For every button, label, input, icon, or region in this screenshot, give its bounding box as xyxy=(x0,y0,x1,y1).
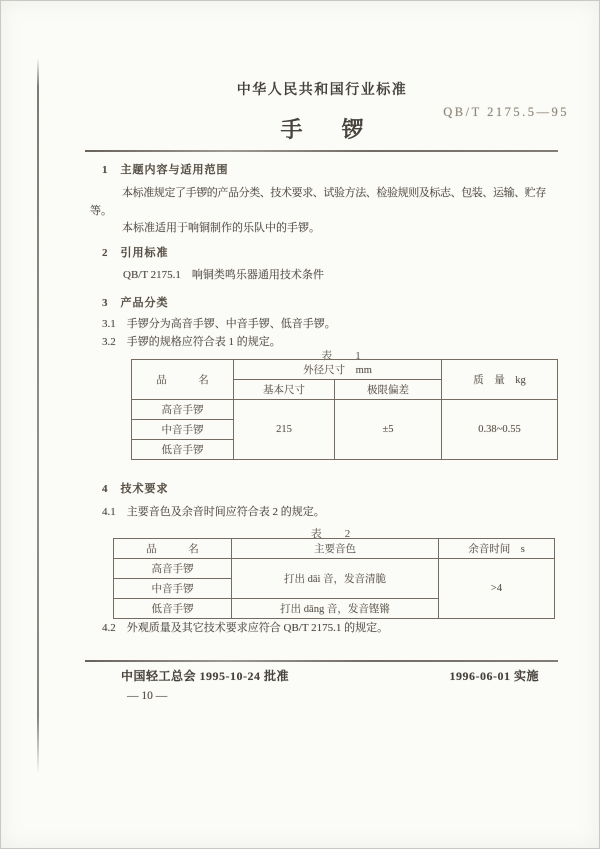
table-1-specifications xyxy=(131,359,558,460)
header-divider-rule xyxy=(85,150,558,152)
table-1-product-high: 高音手锣 xyxy=(132,400,234,420)
table-1-caption: 表 1 xyxy=(321,350,367,362)
table-2-caption: 表 2 xyxy=(310,528,357,540)
clause-3-2: 3.2 手锣的规格应符合表 1 的规定。 xyxy=(102,336,281,348)
table-2-product-mid: 中音手锣 xyxy=(114,579,232,599)
scan-edge-shadow xyxy=(37,58,39,774)
table-2-header-product: 品 名 xyxy=(114,539,232,559)
referenced-standard: QB/T 2175.1 响铜类鸣乐器通用技术条件 xyxy=(123,269,324,281)
table-2-product-low: 低音手锣 xyxy=(114,599,232,619)
table-2-header-timbre: 主要音色 xyxy=(232,539,439,559)
table-row xyxy=(132,360,558,380)
document-title xyxy=(89,113,555,144)
table-1-basic-size-value: 215 xyxy=(234,400,335,460)
table-1-header-outer-diameter: 外径尺寸 mm xyxy=(234,360,442,380)
approval-line: 中国轻工总会 1995-10-24 批准 xyxy=(121,669,289,683)
section-1-heading: 1 主题内容与适用范围 xyxy=(102,164,229,176)
table-row xyxy=(114,539,555,559)
table-1-tolerance-value: ±5 xyxy=(335,400,442,460)
table-1-header-product: 品 名 xyxy=(132,360,234,400)
table-1-header-tolerance: 极限偏差 xyxy=(335,380,442,400)
clause-4-1: 4.1 主要音色及余音时间应符合表 2 的规定。 xyxy=(102,506,325,518)
standard-org-label: 中华人民共和国行业标准 xyxy=(236,83,408,98)
section-1-paragraph-line-1: 本标准规定了手锣的产品分类、技术要求、试验方法、检验规则及标志、包装、运输、贮存 xyxy=(122,187,546,199)
table-2-decay-value: >4 xyxy=(439,559,555,619)
table-2-timbre-high-mid: 打出 dāi 音，发音清脆 xyxy=(232,559,439,599)
table-2-timbre xyxy=(113,538,555,619)
table-1-mass-value: 0.38~0.55 xyxy=(442,400,558,460)
standard-number: QB/T 2175.5—95 xyxy=(443,105,569,119)
section-4-heading: 4 技术要求 xyxy=(102,483,169,495)
table-row xyxy=(132,400,558,420)
section-3-heading: 3 产品分类 xyxy=(102,297,169,309)
table-1-product-mid: 中音手锣 xyxy=(132,420,234,440)
footer-divider-rule xyxy=(85,660,558,662)
table-2-product-high: 高音手锣 xyxy=(114,559,232,579)
clause-3-1: 3.1 手锣分为高音手锣、中音手锣、低音手锣。 xyxy=(102,318,336,330)
table-1-header-basic-size: 基本尺寸 xyxy=(234,380,335,400)
table-1-header-mass: 质 量 kg xyxy=(442,360,558,400)
title-char-2: 锣 xyxy=(341,117,364,142)
title-char-1: 手 xyxy=(280,117,303,142)
section-1-paragraph-line-2: 等。 xyxy=(90,205,112,217)
table-1-product-low: 低音手锣 xyxy=(132,440,234,460)
section-2-heading: 2 引用标准 xyxy=(102,247,169,259)
page-number: — 10 — xyxy=(127,690,168,702)
table-2-header-decay: 余音时间 s xyxy=(439,539,555,559)
table-row xyxy=(114,559,555,579)
clause-4-2: 4.2 外观质量及其它技术要求应符合 QB/T 2175.1 的规定。 xyxy=(102,622,389,634)
table-2-timbre-low: 打出 dāng 音，发音铿锵 xyxy=(232,599,439,619)
section-1-scope-paragraph: 本标准适用于响铜制作的乐队中的手锣。 xyxy=(122,222,320,234)
implementation-line: 1996-06-01 实施 xyxy=(449,669,539,683)
